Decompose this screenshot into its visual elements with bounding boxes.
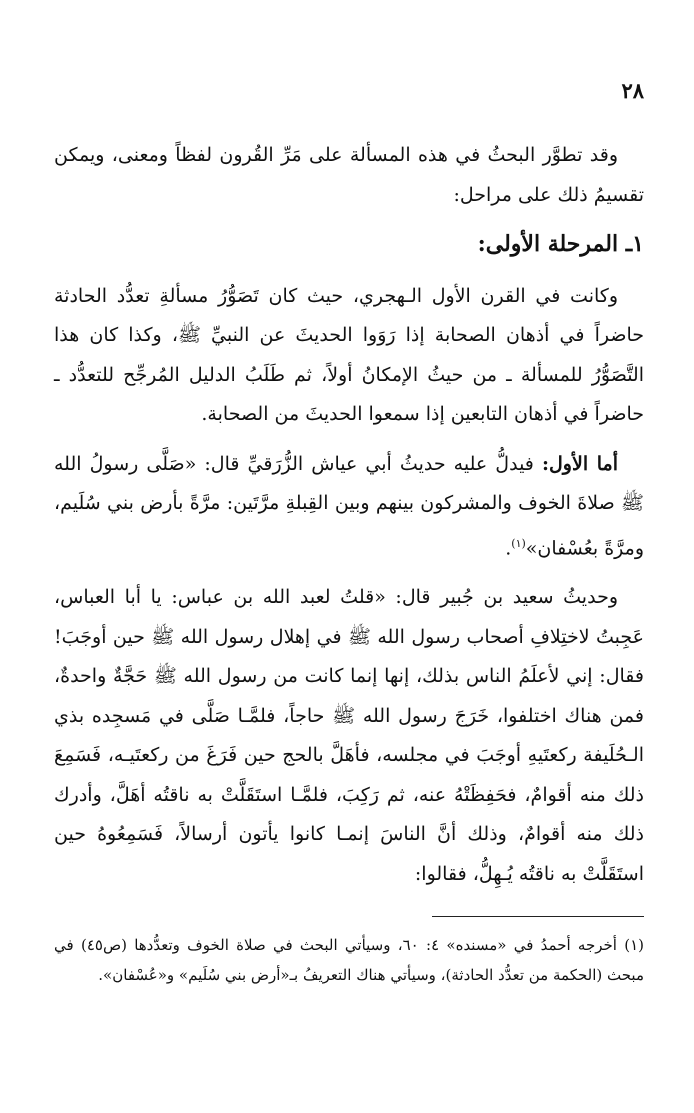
paragraph-first-evidence bbox=[54, 445, 644, 569]
section-heading: ١ـ المرحلة الأولى: bbox=[477, 231, 644, 257]
paragraph-text: فيدلُّ عليه حديثُ أبي عياش الزُّرَقيِّ قال: «صَلَّى رسولُ الله ﷺ صلاةَ الخوف والمشركون بينهم وبين القِبلةِ مرَّتَين: مرَّةً بأرض بني سُلَيم، ومرَّةً بعُسْفان» bbox=[54, 452, 644, 559]
footnotes bbox=[54, 930, 644, 990]
page-number: ٢٨ bbox=[621, 78, 644, 103]
paragraph-said-ibn-jubayr: وحديثُ سعيد بن جُبير قال: «قلتُ لعبد الله بن عباس: يا أبا العباس، عَجِبتُ لاختِلافِ أصحاب رسول الله ﷺ في إهلال رسول الله ﷺ حين أوجَبَ! فقال: إني لأعلَمُ الناس بذلك، إنها إنما كانت من رسول الله ﷺ حَجَّةٌ واحدةٌ، فمن هناك اختلفوا، خَرَجَ رسول الله ﷺ حاجاً، فلمَّـا صَلَّى في مَسجِده بذي الـحُلَيفة ركعتَيهِ أوجَبَ في مجلسه، فأهَلَّ بالحج حين فَرَغَ من ركعتَيـه، فَسَمِعَ ذلك منه أقوامٌ، فحَفِظَتْهُ عنه، ثم رَكِبَ، فلمَّـا استَقَلَّتْ به ناقتُه أهَلَّ، وأدرك ذلك منه أقوامٌ، وذلك أنَّ الناسَ إنمـا كانوا يأتون أرسالاً، فَسَمِعُوهُ حين استَقَلَّتْ به ناقتُه يُـهِلُّ، فقالوا: bbox=[54, 586, 644, 885]
paragraph-end: . bbox=[505, 536, 512, 559]
footnote-divider bbox=[432, 916, 644, 917]
paragraph-lead: أما الأول: bbox=[541, 452, 618, 475]
intro-paragraph: وقد تطوَّر البحثُ في هذه المسألة على مَرِّ القُرون لفظاً ومعنى، ويمكن تقسيمُ ذلك على مراحل: bbox=[54, 144, 644, 206]
footnote-1: (١) أخرجه أحمدُ في «مسنده» ٤: ٦٠، وسيأتي البحث في صلاة الخوف وتعدُّدها (ص٤٥) في مبحث (الحكمة من تعدُّد الحادثة)، وسيأتي هناك التعريفُ بـ«أرض بني سُلَيم» و«عُسْفان». bbox=[54, 936, 645, 984]
main-text bbox=[54, 136, 644, 904]
paragraph-first-stage: وكانت في القرن الأول الـهجري، حيث كان تَصَوُّرُ مسألةِ تعدُّد الحادثة حاضراً في أذهان الصحابة إذا رَوَوا الحديثَ عن النبيِّ ﷺ، وكذا كان هذا التَّصَوُّرُ للمسألة ـ من حيثُ الإمكانُ أولاً، ثم طَلَبُ الدليل المُرجِّح للتعدُّد ـ حاضراً في أذهان التابعين إذا سمعوا الحديثَ من الصحابة. bbox=[54, 284, 644, 425]
footnote-reference: (١) bbox=[511, 536, 526, 550]
